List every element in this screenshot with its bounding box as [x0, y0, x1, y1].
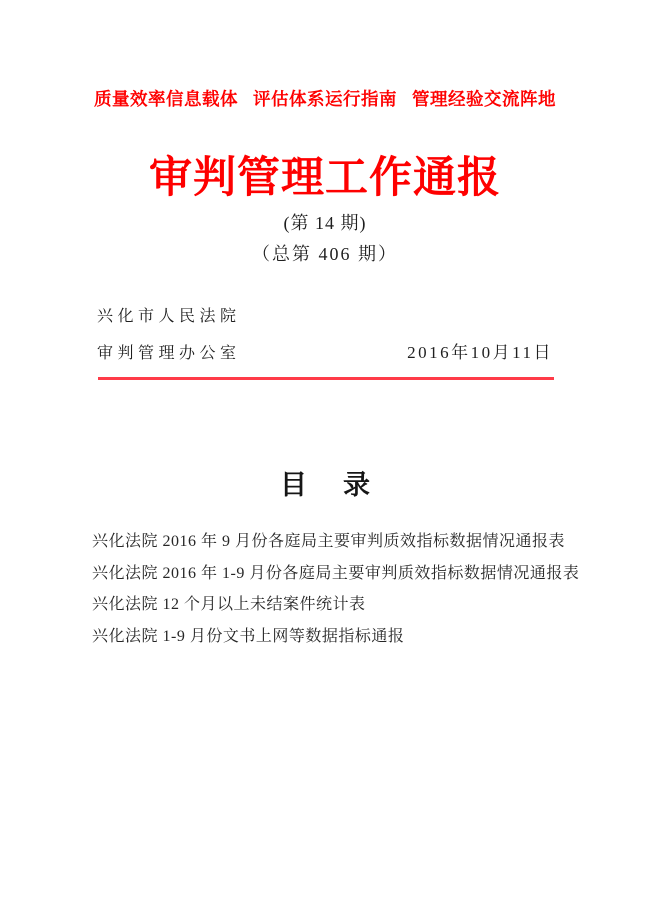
publisher-office-row	[97, 338, 553, 364]
publisher-office: 审判管理办公室	[97, 345, 241, 362]
slogan-phrase-quality: 质量效率信息载体	[94, 89, 238, 109]
toc-title-char-right: 录	[343, 470, 370, 500]
issue-total-number: （总第 406 期）	[252, 244, 398, 264]
page-title: 审判管理工作通报	[149, 155, 501, 202]
slogan-phrase-management: 管理经验交流阵地	[412, 89, 556, 109]
masthead-slogan	[0, 86, 650, 111]
publisher-block	[97, 307, 553, 364]
issue-number: (第 14 期)	[283, 213, 367, 233]
toc-item: 兴化法院 12 个月以上未结案件统计表	[92, 596, 366, 614]
toc-item: 兴化法院 2016 年 9 月份各庭局主要审判质效指标数据情况通报表	[92, 533, 566, 550]
toc-list	[92, 526, 590, 653]
toc-item: 兴化法院 1-9 月份文书上网等数据指标通报	[92, 628, 405, 646]
toc-title	[0, 463, 650, 502]
publication-date: 2016年10月11日	[407, 343, 553, 362]
slogan-phrase-evaluation: 评估体系运行指南	[253, 89, 397, 109]
toc-item: 兴化法院 2016 年 1-9 月份各庭局主要审判质效指标数据情况通报表	[92, 564, 580, 582]
publisher-organization: 兴化市人民法院	[97, 308, 241, 325]
toc-title-char-left: 目	[280, 470, 307, 500]
red-divider-line	[98, 377, 554, 380]
